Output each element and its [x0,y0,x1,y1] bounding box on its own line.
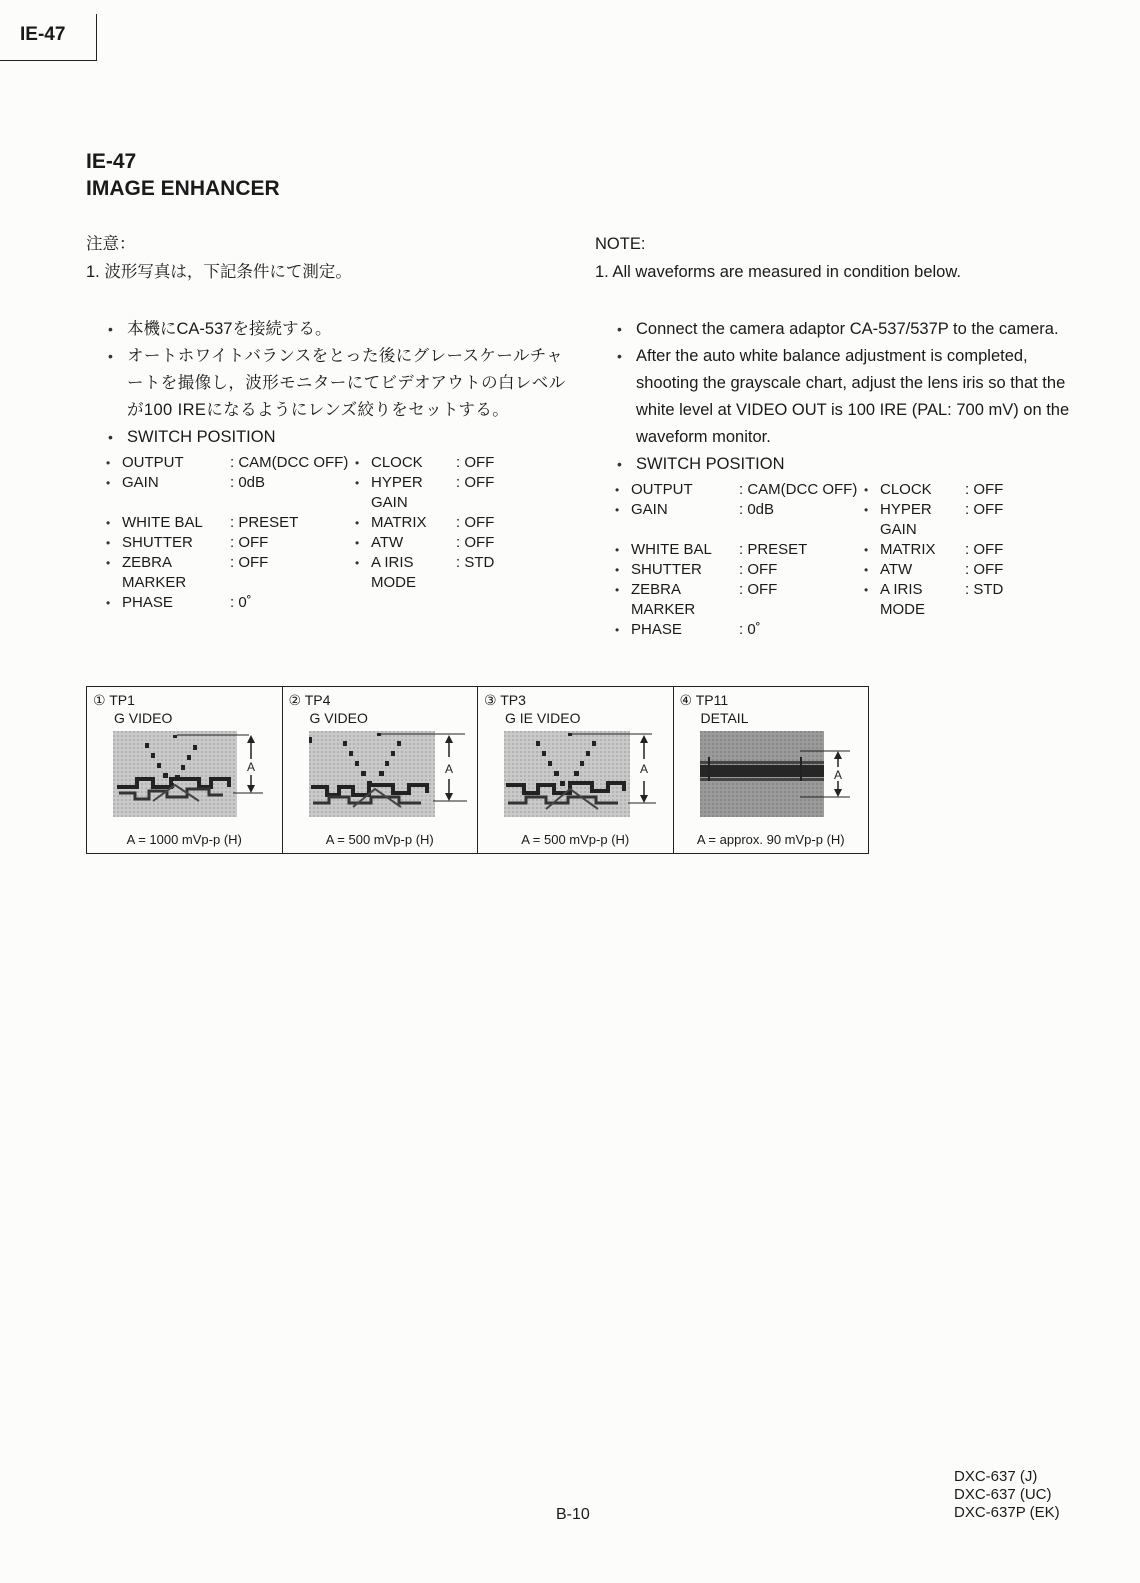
switch-label: • ATW [355,533,456,553]
en-note-title: NOTE: [595,235,646,253]
en-bullet-list [595,316,1075,478]
waveform-cell [283,687,479,853]
waveform-photo [113,731,273,817]
switch-label: • SHUTTER [615,560,739,580]
waveform-cell [674,687,869,853]
switch-label: • OUTPUT [615,480,739,500]
en-switch-table [595,480,1075,640]
amplitude-caption: A = approx. 90 mVp-p (H) [696,832,845,847]
amplitude-marker: A [833,768,842,782]
waveform-cell [87,687,283,853]
switch-label: • OUTPUT [106,453,230,473]
switch-value: : OFF [230,534,269,551]
switch-label: • CLOCK [355,453,456,473]
switch-value: : 0˚ [230,594,252,611]
en-bullet-white-balance: • After the auto white balance adjustment is completed, shooting the grayscale chart, adjust the lens iris so that the white level at VIDEO OUT is 100 IRE (PAL: 700 mV) on the waveform monitor. [617,343,1075,451]
switch-value: : OFF [456,454,495,471]
amplitude-marker: A [247,760,256,774]
switch-value: : PRESET [230,514,299,531]
switch-value: : STD [456,554,495,571]
page-tab-label: IE-47 [20,24,66,45]
model-name: DXC-637 (UC) [954,1486,1052,1503]
switch-value: : OFF [739,581,778,598]
model-name: DXC-637 (J) [954,1468,1038,1485]
switch-value: : OFF [965,481,1004,498]
switch-label: • PHASE [615,620,739,640]
switch-value: : OFF [456,534,495,551]
signal-name: G VIDEO [309,710,368,726]
switch-value: : OFF [739,561,778,578]
test-point-label: ① TP1 [93,692,135,708]
switch-label: • WHITE BAL [106,513,230,533]
en-bullet-connect: • Connect the camera adaptor CA-537/537P to the camera. [617,316,1075,343]
switch-label: • MATRIX [355,513,456,533]
model-name: DXC-637P (EK) [954,1504,1060,1521]
test-point-label: ③ TP3 [484,692,526,708]
switch-label: • HYPER GAIN [864,500,965,540]
switch-label: • ZEBRA MARKER [106,553,230,593]
jp-bullet-list [86,316,566,451]
jp-bullet-connect: • 本機にCA-537を接続する。 [108,316,566,343]
waveform-photo [309,731,469,817]
switch-value: : 0dB [739,501,775,518]
test-point-label: ④ TP11 [679,692,729,708]
switch-label: • GAIN [106,473,230,513]
switch-value: : PRESET [739,541,808,558]
signal-name: G IE VIDEO [505,710,581,726]
switch-value: : OFF [456,474,495,491]
tab-divider-vertical [96,14,97,60]
signal-name: G VIDEO [114,710,173,726]
switch-label: • SHUTTER [106,533,230,553]
switch-label: • ATW [864,560,965,580]
jp-note-item-1: 1. 波形写真は，下記条件にて測定。 [86,263,352,281]
amplitude-marker: A [444,762,453,776]
jp-bullet-switch-position: • SWITCH POSITION [108,424,566,451]
section-title: IMAGE ENHANCER [86,177,280,200]
switch-label: • CLOCK [864,480,965,500]
switch-value: : 0dB [230,474,266,491]
switch-value: : OFF [456,514,495,531]
switch-label: • WHITE BAL [615,540,739,560]
switch-value: : STD [965,581,1004,598]
amplitude-caption: A = 500 mVp-p (H) [325,832,434,847]
switch-label: • GAIN [615,500,739,540]
en-note-item-1: 1. All waveforms are measured in condition below. [595,263,961,281]
waveform-photo [700,731,860,817]
test-point-label: ② TP4 [288,692,331,708]
jp-note-title: 注意： [86,235,136,253]
switch-value: : CAM(DCC OFF) [230,454,349,471]
waveform-cell [478,687,674,853]
switch-value: : 0˚ [739,621,761,638]
jp-switch-table [86,453,566,613]
switch-value: : OFF [965,501,1004,518]
page-number: B-10 [556,1506,590,1523]
amplitude-marker: A [640,762,649,776]
waveform-photo [504,731,664,817]
tab-divider-horizontal [0,60,97,61]
signal-name: DETAIL [700,710,749,726]
amplitude-caption: A = 500 mVp-p (H) [521,832,630,847]
switch-label: • HYPER GAIN [355,473,456,513]
switch-label: • ZEBRA MARKER [615,580,739,620]
section-number: IE-47 [86,150,137,173]
switch-value: : OFF [230,554,269,571]
waveform-table [86,686,869,854]
switch-value: : OFF [965,561,1004,578]
japanese-notes [86,234,566,613]
switch-label: • PHASE [106,593,230,613]
english-notes [595,234,1075,640]
switch-label: • A IRIS MODE [864,580,965,620]
switch-value: : OFF [965,541,1004,558]
switch-label: • MATRIX [864,540,965,560]
amplitude-caption: A = 1000 mVp-p (H) [126,832,242,847]
model-list [954,1468,1060,1522]
switch-value: : CAM(DCC OFF) [739,481,858,498]
en-bullet-switch-position: • SWITCH POSITION [617,451,1075,478]
switch-label: • A IRIS MODE [355,553,456,593]
jp-bullet-white-balance: • オートホワイトバランスをとった後にグレースケールチャートを撮像し，波形モニターにてビデオアウトの白レベルが100 IREになるようにレンズ絞りをセットする。 [108,343,566,424]
